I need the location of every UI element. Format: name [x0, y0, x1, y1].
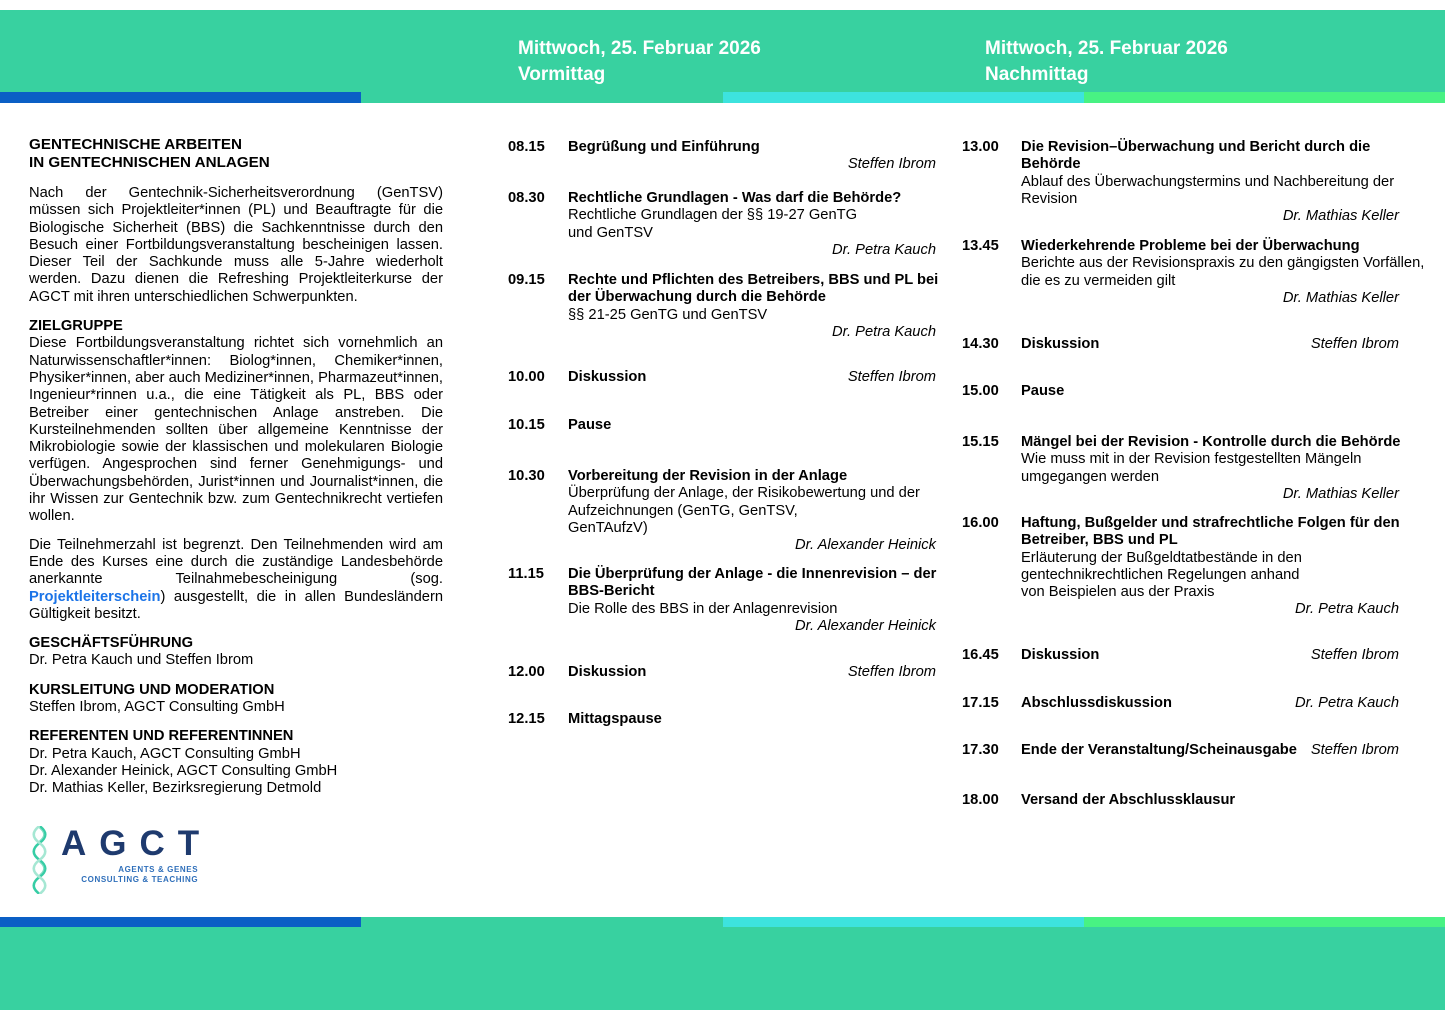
session-detail-line: Die Rolle des BBS in der Anlagenrevision [568, 600, 838, 617]
session-title-line: Pause [568, 417, 612, 433]
session-detail-line: Revision [1021, 190, 1078, 207]
session-detail-line: Erläuterung der Bußgeldtatbestände in den [1021, 549, 1302, 566]
session-body [1021, 695, 1399, 712]
session-title-line: Die Revision–Überwachung und Bericht durch die [1021, 139, 1371, 155]
session-body [1021, 238, 1425, 307]
header-afternoon-date: Mittwoch, 25. Februar 2026 [985, 38, 1228, 59]
session-body [1021, 647, 1399, 664]
accent-bar-bright [1084, 917, 1445, 927]
schedule-session [962, 742, 1399, 759]
projektleiterschein-link[interactable]: Projektleiterschein [29, 588, 161, 605]
session-time: 13.00 [962, 139, 999, 155]
session-speaker: Dr. Alexander Heinick [795, 617, 936, 634]
accent-bar-cyan [723, 917, 1084, 927]
session-time: 10.30 [508, 468, 545, 484]
session-speaker: Steffen Ibrom [847, 664, 936, 680]
certificate-text-before: Die Teilnehmerzahl ist begrenzt. Den Teilnehmenden wird am Ende des Kurses eine durch die zuständige Landesbehörde anerkannte Teilnahmebescheinigung (sog. [29, 536, 443, 588]
schedule-session [508, 566, 936, 635]
session-time: 10.00 [508, 369, 545, 385]
geschaeftsfuehrung-names: Dr. Petra Kauch und Steffen Ibrom [29, 652, 254, 669]
schedule-session [962, 336, 1399, 353]
session-time: 08.15 [508, 139, 545, 155]
course-info-column [29, 136, 443, 798]
session-time: 12.15 [508, 711, 545, 727]
session-detail-line: GenTAufzV) [568, 519, 648, 536]
session-body [1021, 515, 1399, 619]
session-body [1021, 434, 1399, 503]
schedule-session [508, 417, 936, 434]
certificate-text-after: ) ausgestellt, die in allen Bundesländern Gültigkeit besitzt. [29, 588, 443, 622]
agct-logo-subtitle1: AGENTS & GENES [118, 865, 199, 874]
course-title [29, 136, 443, 172]
session-body [568, 468, 936, 554]
schedule-session [962, 434, 1399, 503]
session-detail-line: Wie muss mit in der Revision festgestellten Mängeln [1021, 451, 1362, 468]
session-title-line: Diskussion [1021, 647, 1100, 663]
session-body [1021, 336, 1399, 353]
session-time: 18.00 [962, 792, 999, 808]
referenten-heading: REFERENTEN UND REFERENTINNEN [29, 728, 294, 745]
session-body [568, 417, 936, 434]
session-detail-line: und GenTSV [568, 224, 653, 241]
session-speaker: Dr. Mathias Keller [1282, 289, 1399, 306]
session-speaker: Steffen Ibrom [847, 369, 936, 385]
schedule-session [508, 664, 936, 681]
session-body [568, 664, 936, 681]
session-speaker: Dr. Mathias Keller [1282, 485, 1399, 502]
session-speaker: Steffen Ibrom [847, 156, 936, 173]
referent-name: Dr. Alexander Heinick, AGCT Consulting GmbH [29, 762, 338, 779]
session-title-line: Rechtliche Grundlagen - Was darf die Behörde? [568, 190, 902, 206]
schedule-session [962, 792, 1399, 809]
session-title-line: Mittagspause [568, 711, 662, 727]
session-speaker: Steffen Ibrom [1310, 647, 1399, 663]
session-detail-line: die es zu vermeiden gilt [1021, 272, 1176, 289]
session-speaker: Steffen Ibrom [1310, 742, 1399, 758]
session-time: 09.15 [508, 272, 545, 288]
session-body [568, 272, 939, 341]
session-detail-line: Aufzeichnungen (GenTG, GenTSV, [568, 502, 798, 519]
kursleitung-names: Steffen Ibrom, AGCT Consulting GmbH [29, 699, 285, 716]
session-body [1021, 139, 1399, 225]
session-title-line: BBS-Bericht [568, 583, 655, 600]
session-title-line: Mängel bei der Revision - Kontrolle durch die Behörde [1021, 434, 1401, 450]
session-title-line: Wiederkehrende Probleme bei der Überwachung [1021, 238, 1360, 254]
session-title-line: Ende der Veranstaltung/Scheinausgabe [1021, 742, 1297, 758]
accent-bar-green [361, 917, 722, 927]
session-time: 13.45 [962, 238, 999, 254]
agct-logo-text [61, 826, 212, 884]
schedule-column-afternoon [962, 0, 1425, 1024]
header-afternoon-label: Nachmittag [985, 64, 1089, 85]
header-morning-label: Vormittag [518, 64, 606, 85]
schedule-column-morning [508, 0, 939, 1024]
schedule-session [962, 383, 1399, 400]
course-intro-paragraph: Nach der Gentechnik-Sicherheitsverordnung (GenTSV) müssen sich Projektleiter*innen (PL) und Beauftragte für die Biologische Sicherheit (BBS) die Sachkenntnisse durch den Besuch einer Fortbildungsveranstaltung bescheinigen lassen. Dieser Teil der Sachkunde muss alle 5-Jahre wiederholt werden. Dazu dienen die Refreshing Projektleiterkurse der AGCT mit ihren unterschiedlichen Schwerpunkten. [29, 185, 443, 305]
session-time: 17.15 [962, 695, 999, 711]
schedule-session [508, 468, 936, 554]
session-title-line: Pause [1021, 383, 1065, 399]
agct-logo-letters: AGCT [61, 824, 213, 863]
schedule-session [962, 238, 1425, 307]
schedule-session [508, 139, 936, 174]
session-body [1021, 792, 1399, 809]
session-title-line: Rechte und Pflichten des Betreibers, BBS und PL bei [568, 272, 939, 288]
geschaeftsfuehrung-heading: GESCHÄFTSFÜHRUNG [29, 635, 194, 652]
session-title-line: Begrüßung und Einführung [568, 139, 760, 155]
session-title-line: Diskussion [568, 369, 647, 385]
session-time: 14.30 [962, 336, 999, 352]
session-body [1021, 742, 1399, 759]
session-detail-line: Rechtliche Grundlagen der §§ 19-27 GenTG [568, 207, 858, 224]
session-title-line: Die Überprüfung der Anlage - die Innenrevision – der [568, 566, 937, 582]
session-time: 12.00 [508, 664, 545, 680]
schedule-session [508, 369, 936, 386]
session-title-line: Diskussion [1021, 336, 1100, 352]
schedule-session [508, 711, 936, 728]
session-time: 15.00 [962, 383, 999, 399]
session-detail-line: §§ 21-25 GenTG und GenTSV [568, 306, 768, 323]
schedule-session [962, 515, 1399, 619]
accent-bar-blue [0, 92, 361, 103]
zielgruppe-heading: ZIELGRUPPE [29, 318, 123, 335]
session-speaker: Dr. Petra Kauch [832, 241, 936, 258]
footer-accent-bars [0, 917, 1445, 927]
session-body [568, 711, 936, 728]
schedule-session [508, 272, 939, 341]
agct-logo [25, 826, 212, 894]
session-speaker: Dr. Petra Kauch [832, 323, 936, 340]
certificate-paragraph [29, 537, 443, 623]
session-detail-line: gentechnikrechtlichen Regelungen anhand [1021, 566, 1300, 583]
session-detail-line: Ablauf des Überwachungstermins und Nachbereitung der [1021, 173, 1395, 190]
dna-helix-icon [25, 826, 54, 894]
zielgruppe-paragraph: Diese Fortbildungsveranstaltung richtet sich vornehmlich an Naturwissenschaftler*innen: Biolog*innen, Chemiker*innen, Physiker*innen, aber auch Mediziner*innen, Pharmazeut*innen, Ingenieur*rinnen u.a., die eine Tätigkeit als PL, BBS oder Betreiber einer gentechnischen Anlage anstreben. Die Kursteilnehmenden sollten über allgemeine Kenntnisse der Mikrobiologie sowie der klassischen und molekularen Biologie verfügen. Angesprochen sind ferner Genehmigungs- und Überwachungsbehörden, Jurist*innen und Journalist*innen, die ihr Wissen zur Gentechnik bzw. zum Gentechnikrecht vertiefen wollen. [29, 335, 443, 525]
accent-bar-blue [0, 917, 361, 927]
session-detail-line: von Beispielen aus der Praxis [1021, 584, 1215, 601]
session-speaker: Dr. Alexander Heinick [795, 537, 936, 554]
course-title-line1: GENTECHNISCHE ARBEITEN [29, 136, 242, 153]
session-detail-line: Überprüfung der Anlage, der Risikobewertung und der [568, 485, 920, 502]
session-title-line: Haftung, Bußgelder und strafrechtliche Folgen für den [1021, 515, 1400, 531]
session-speaker: Dr. Petra Kauch [1295, 601, 1399, 618]
header-morning-date: Mittwoch, 25. Februar 2026 [518, 38, 761, 59]
schedule-session [508, 190, 936, 259]
session-body [568, 139, 936, 174]
session-body [568, 566, 936, 635]
schedule-session [962, 695, 1399, 712]
schedule-session [962, 139, 1399, 225]
session-title-line: der Überwachung durch die Behörde [568, 289, 826, 306]
session-time: 10.15 [508, 417, 545, 433]
session-body [568, 190, 936, 259]
session-title-line: Behörde [1021, 156, 1081, 173]
kursleitung-heading: KURSLEITUNG UND MODERATION [29, 681, 275, 698]
session-time: 16.00 [962, 515, 999, 531]
session-speaker: Dr. Mathias Keller [1282, 208, 1399, 225]
session-title-line: Abschlussdiskussion [1021, 695, 1172, 711]
session-body [1021, 383, 1399, 400]
session-speaker: Steffen Ibrom [1310, 336, 1399, 352]
session-title-line: Vorbereitung der Revision in der Anlage [568, 468, 848, 484]
session-time: 11.15 [508, 566, 544, 582]
session-detail-line: umgegangen werden [1021, 468, 1160, 485]
session-title-line: Versand der Abschlussklausur [1021, 792, 1236, 808]
referent-name: Dr. Mathias Keller, Bezirksregierung Detmold [29, 780, 322, 797]
referent-name: Dr. Petra Kauch, AGCT Consulting GmbH [29, 745, 301, 762]
course-title-line2: IN GENTECHNISCHEN ANLAGEN [29, 154, 270, 171]
session-speaker: Dr. Petra Kauch [1295, 695, 1399, 711]
session-time: 15.15 [962, 434, 999, 450]
session-time: 16.45 [962, 647, 999, 663]
session-detail-line: Berichte aus der Revisionspraxis zu den gängigsten Vorfällen, [1021, 255, 1425, 272]
footer-band [0, 917, 1445, 1010]
session-title-line: Diskussion [568, 664, 647, 680]
session-title-line: Betreiber, BBS und PL [1021, 532, 1178, 549]
session-time: 17.30 [962, 742, 999, 758]
session-body [568, 369, 936, 386]
session-time: 08.30 [508, 190, 545, 206]
agct-logo-subtitle2: CONSULTING & TEACHING [81, 874, 199, 884]
schedule-session [962, 647, 1399, 664]
